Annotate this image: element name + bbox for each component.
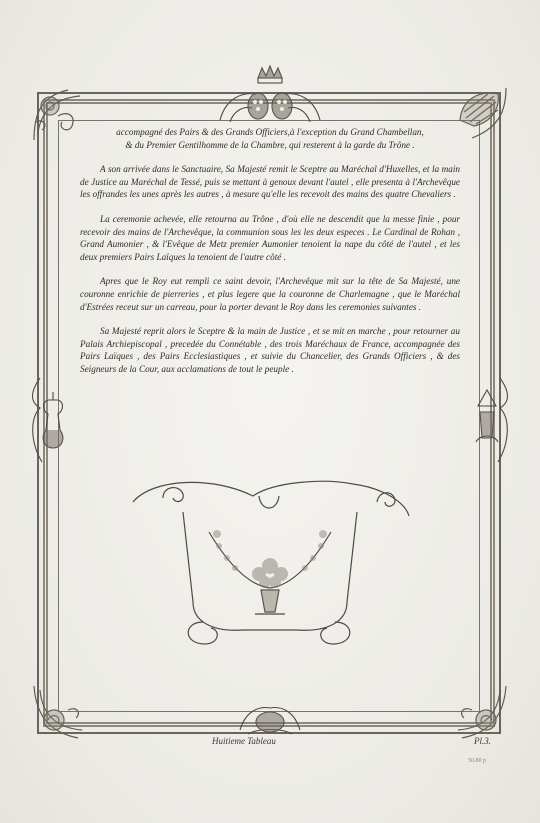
plate-caption-title: Huitieme Tableau bbox=[212, 736, 276, 746]
rococo-corner-ornament-bottom-left bbox=[28, 680, 92, 744]
plate-number: Pl.3. bbox=[474, 736, 491, 746]
royal-crest-ornament bbox=[216, 64, 324, 134]
paragraph-3: La ceremonie achevée, elle retourna au Trône , d'où elle ne descendit que la messe finie , pour recevoir des mains de l'Archevêque, la communion sous les les deux especes . Le Cardinal de Rohan , Grand Aumonier , & l'Evêque de Metz premier Aumonier tenoient la nape du côté de l'autel , et les deux premiers Pairs Laïques la tenoient de l'autre côté . bbox=[80, 213, 460, 262]
paragraph-4: Apres que le Roy eut rempli ce saint devoir, l'Archevêque mit sur la tête de Sa Majesté, une couronne enrichie de pierreries , et plus legere que la couronne de Charlemagne , que le Maréchal d'Estrées receut sur un carreau, pour la porter devant le Roy dans les ceremonies suivantes . bbox=[80, 276, 460, 312]
ewer-side-ornament-left bbox=[26, 372, 80, 468]
paragraph-2: A son arrivée dans le Sanctuaire, Sa Majesté remit le Sceptre au Maréchal d'Huxelles, et la main de Justice au Maréchal de Tessé, puis se mettant à genoux devant l'autel , elle presenta à l'Archevêque les offrandes les unes après les autres , à mesure qu'elle les recevoit des mains des quatre Chevaliers . bbox=[80, 164, 460, 200]
paragraph-5: Sa Majesté reprit alors le Sceptre & la main de Justice , et se mit en marche , pour retourner au Palais Archiepiscopal , precedée du Connétable , des trois Maréchaux de France, accompagnée des Pairs Laïques , des Pairs Ecclesiastiques , et suivie du Chancelier, des Grands Officiers , & des Seigneurs de la Cour, aux acclamations de tout le peuple . bbox=[80, 326, 460, 374]
shelfmark-note: 50.80 p bbox=[468, 758, 486, 764]
ceremony-text bbox=[80, 126, 460, 376]
rococo-corner-ornament-bottom-right bbox=[448, 680, 512, 744]
paragraph-1-line-2: & du Premier Gentilhomme de la Chambre, qui resterent à la garde du Trône . bbox=[125, 139, 415, 150]
bottom-cartouche-ornament bbox=[236, 700, 304, 740]
paragraph-1-line-1: accompagné des Pairs & des Grands Officiers,à l'exception du Grand Chambellan, bbox=[116, 127, 424, 137]
floral-urn-vignette bbox=[123, 472, 417, 656]
trophy-side-ornament-right bbox=[460, 372, 514, 468]
